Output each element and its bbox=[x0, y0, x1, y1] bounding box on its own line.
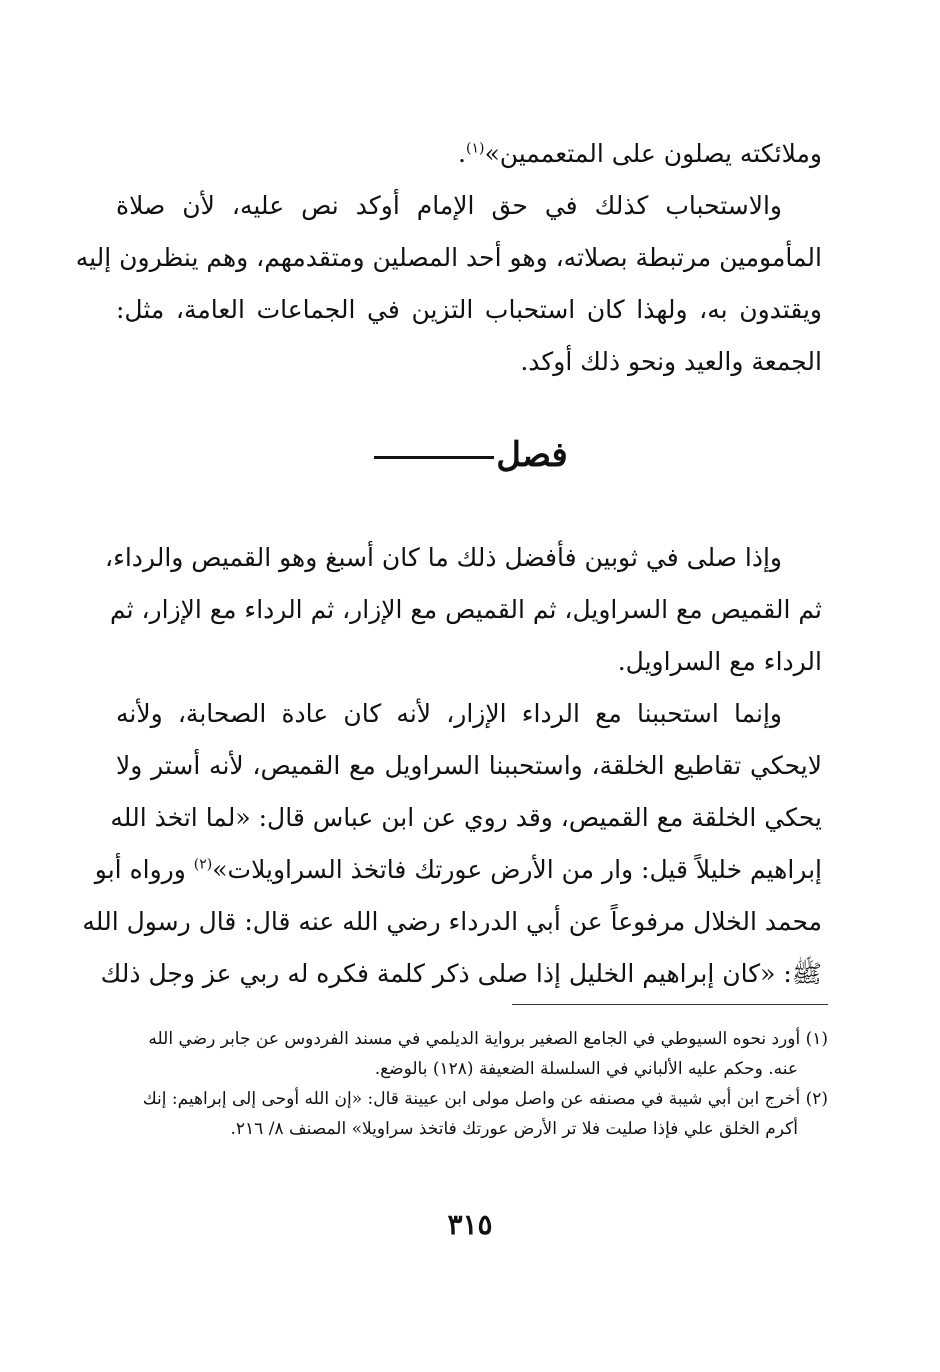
text-line: الجمعة والعيد ونحو ذلك أوكد. bbox=[520, 347, 822, 376]
text-line: إبراهيم خليلاً قيل: وار من الأرض عورتك فاتخذ السراويلات»$^{(٢)}$ ورواه أبو bbox=[94, 855, 822, 884]
text-line: لايحكي تقاطيع الخلقة، واستحببنا السراويل مع القميص، لأنه أستر ولا bbox=[116, 751, 822, 780]
page-number: ٣١٥ bbox=[447, 1208, 493, 1241]
heading-kashida-stroke bbox=[374, 456, 494, 459]
text-line: والاستحباب كذلك في حق الإمام أوكد نص عليه، لأن صلاة bbox=[116, 191, 782, 220]
text-line: محمد الخلال مرفوعاً عن أبي الدرداء رضي الله عنه قال: قال رسول الله bbox=[82, 907, 822, 936]
footnotes bbox=[116, 1024, 828, 1144]
footnote-2-line: أكرم الخلق علي فإذا صليت فلا تر الأرض عورتك فاتخذ سراويلا» المصنف ٨/ ٢١٦. bbox=[230, 1119, 798, 1139]
footnote-1-line: (١) أورد نحوه السيوطي في الجامع الصغير برواية الديلمي في مسند الفردوس عن جابر رضي الله bbox=[148, 1029, 828, 1049]
footnote-2-line: (٢) أخرج ابن أبي شيبة في مصنفه عن واصل مولى ابن عيينة قال: «إن الله أوحى إلى إبراهيم: إنك bbox=[142, 1089, 828, 1109]
text-line: الرداء مع السراويل. bbox=[617, 647, 822, 676]
paragraph-block-top bbox=[75, 128, 822, 388]
text-line: وإذا صلى في ثوبين فأفضل ذلك ما كان أسبغ وهو القميص والرداء، bbox=[105, 543, 782, 572]
footnote-ref[interactable]: (١) bbox=[465, 140, 485, 157]
footnote-divider bbox=[512, 1004, 828, 1005]
footnote-ref[interactable]: (٢) bbox=[193, 856, 213, 873]
section-heading: فصل bbox=[0, 430, 940, 480]
text-line: وملائكته يصلون على المتعممين»$^{(١)}$. bbox=[458, 139, 822, 168]
text-line: ويقتدون به، ولهذا كان استحباب التزين في الجماعات العامة، مثل: bbox=[116, 295, 822, 324]
paragraph-block-main bbox=[82, 532, 822, 1000]
text-line: وإنما استحببنا مع الرداء الإزار، لأنه كان عادة الصحابة، ولأنه bbox=[116, 699, 782, 728]
text-line: ﷺ: «كان إبراهيم الخليل إذا صلى ذكر كلمة فكره له ربي عز وجل ذلك bbox=[100, 959, 822, 988]
text-line: المأمومين مرتبطة بصلاته، وهو أحد المصلين ومتقدمهم، وهم ينظرون إليه bbox=[75, 243, 822, 272]
text-line: ثم القميص مع السراويل، ثم القميص مع الإزار، ثم الرداء مع الإزار، ثم bbox=[109, 595, 822, 624]
text-line: يحكي الخلقة مع القميص، وقد روي عن ابن عباس قال: «لما اتخذ الله bbox=[110, 803, 822, 832]
footnote-1-line: عنه. وحكم عليه الألباني في السلسلة الضعيفة (١٢٨) بالوضع. bbox=[374, 1059, 798, 1079]
